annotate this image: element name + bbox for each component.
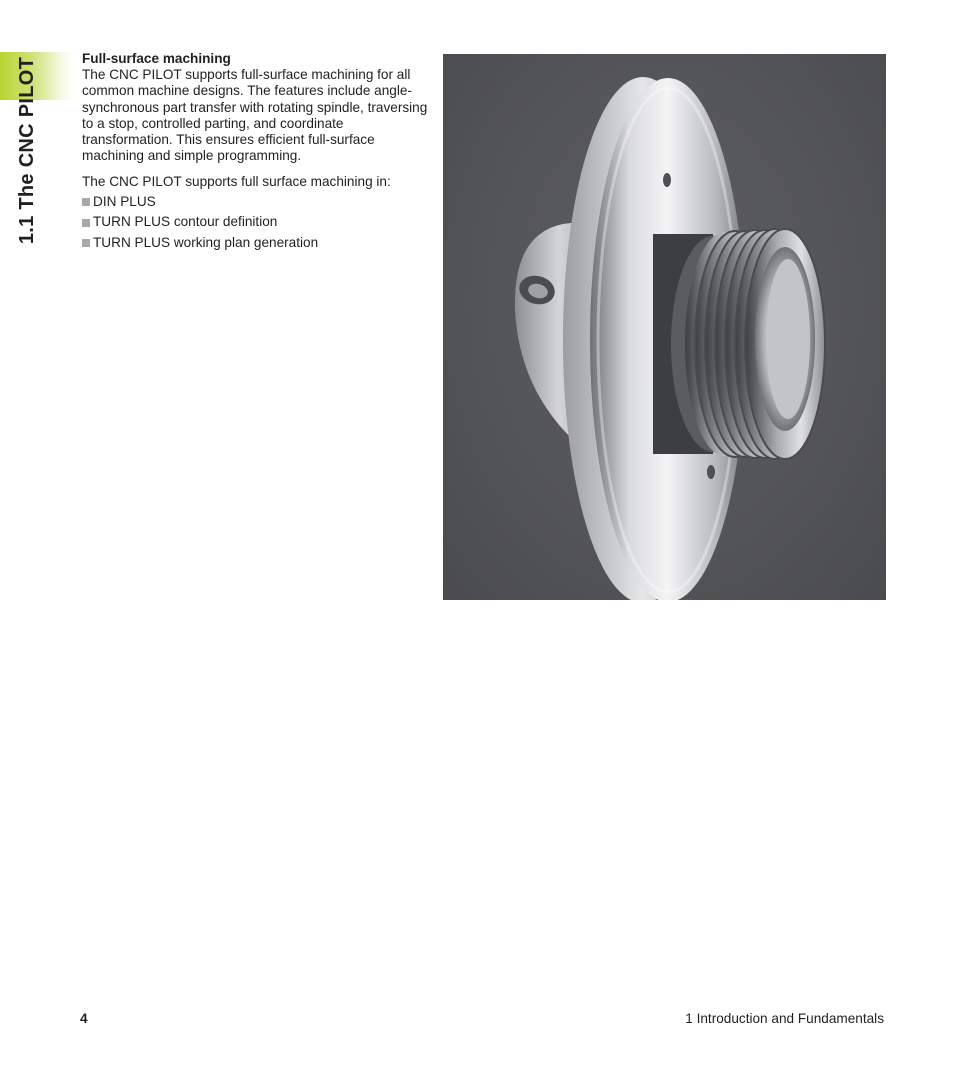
list-item — [82, 194, 432, 210]
bullet-square-icon — [82, 219, 90, 227]
page-number: 4 — [80, 1011, 88, 1026]
list-item-text: DIN PLUS — [93, 193, 156, 209]
chapter-side-title-text: 1.1 The CNC PILOT — [16, 56, 39, 244]
section-paragraph-2: The CNC PILOT supports full surface machining in: — [82, 174, 391, 190]
list-item — [82, 235, 432, 251]
list-item — [82, 214, 432, 230]
text-column — [82, 51, 432, 256]
bullet-square-icon — [82, 198, 90, 206]
list-item-text: TURN PLUS working plan generation — [93, 235, 319, 251]
bullet-list — [82, 194, 432, 252]
chapter-side-title — [0, 52, 56, 248]
footer-chapter-title: 1 Introduction and Fundamentals — [685, 1011, 884, 1026]
section-paragraph-1: The CNC PILOT supports full-surface machining for all common machine designs. The features include angle-synchronous part transfer with rotating spindle, traversing to a stop, controlled parting, and coordinate transformation. This ensures efficient full-surface machining and simple programming. — [82, 67, 428, 164]
list-item-text: TURN PLUS contour definition — [93, 214, 278, 230]
section-heading: Full-surface machining — [82, 51, 231, 66]
bullet-square-icon — [82, 239, 90, 247]
workpiece-photo — [443, 54, 886, 600]
flange-workpiece-illustration — [443, 54, 886, 600]
